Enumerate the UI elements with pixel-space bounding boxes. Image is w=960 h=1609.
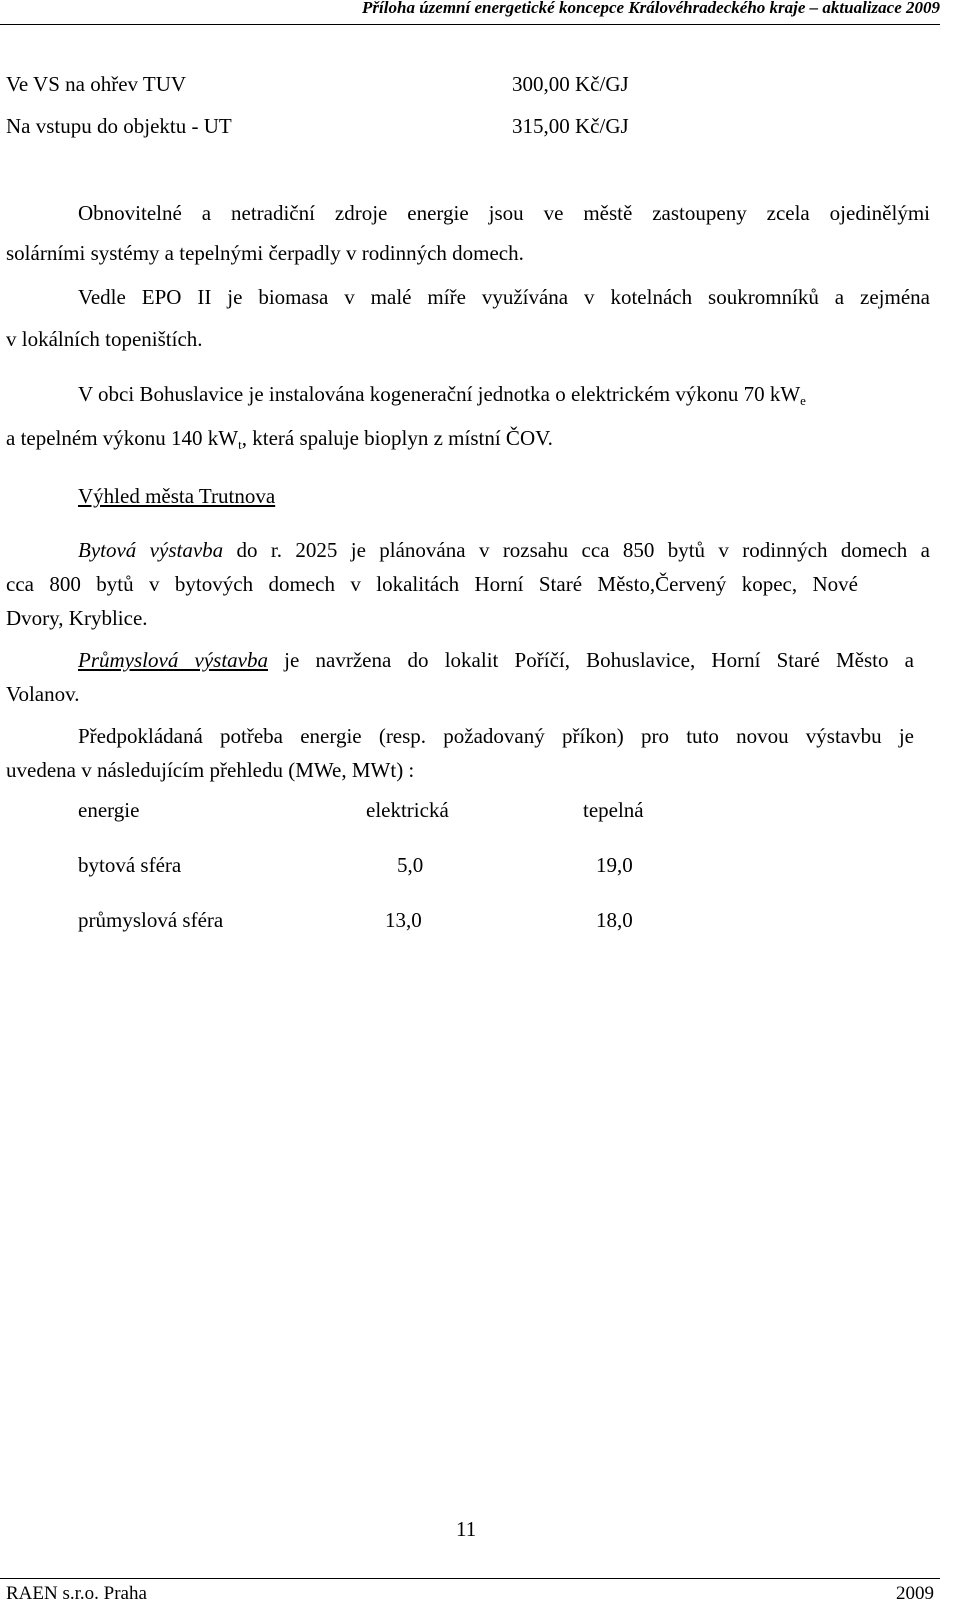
price-value-ut: 315,00 Kč/GJ bbox=[512, 114, 629, 138]
footer-company: RAEN s.r.o. Praha bbox=[6, 1583, 147, 1604]
paragraph-1-line-1: Obnovitelné a netradiční zdroje energie jsou ve městě zastoupeny zcela ojedinělými bbox=[78, 201, 930, 225]
header-title: Příloha územní energetické koncepce Královéhradeckého kraje – aktualizace 2009 bbox=[362, 0, 940, 17]
price-label-ut: Na vstupu do objektu - UT bbox=[6, 114, 232, 138]
page-header bbox=[0, 0, 940, 25]
table-row-2-tepelna: 18,0 bbox=[596, 908, 633, 932]
paragraph-4-line-3: Dvory, Kryblice. bbox=[6, 606, 148, 630]
paragraph-3-line-2 bbox=[6, 424, 553, 452]
paragraph-5-line-2: Volanov. bbox=[6, 682, 80, 706]
paragraph-6-line-2: uvedena v následujícím přehledu (MWe, MWt) : bbox=[6, 758, 415, 782]
paragraph-5-line-1 bbox=[78, 646, 914, 674]
paragraph-5-italic: Průmyslová výstavba bbox=[78, 648, 268, 672]
table-row-1-tepelna: 19,0 bbox=[596, 853, 633, 877]
paragraph-4-line-2: cca 800 bytů v bytových domech v lokalitách Horní Staré Město,Červený kopec, Nové bbox=[6, 572, 858, 596]
table-row-1-elektricka: 5,0 bbox=[397, 853, 424, 877]
paragraph-6-line-1: Předpokládaná potřeba energie (resp. požadovaný příkon) pro tuto novou výstavbu je bbox=[78, 724, 914, 748]
paragraph-2-line-2: v lokálních topeništích. bbox=[6, 327, 203, 351]
price-label-tuv: Ve VS na ohřev TUV bbox=[6, 72, 187, 96]
paragraph-1-line-2: solárními systémy a tepelnými čerpadly v rodinných domech. bbox=[6, 241, 524, 265]
paragraph-5-line-1-rest: je navržena do lokalit Poříčí, Bohuslavice, Horní Staré Město a bbox=[267, 648, 914, 672]
paragraph-4-line-1-rest: do r. 2025 je plánována v rozsahu cca 850 bytů v rodinných domech a bbox=[223, 538, 930, 562]
table-header-energie: energie bbox=[78, 798, 140, 822]
paragraph-3-line-1 bbox=[78, 380, 806, 408]
table-row-2-label: průmyslová sféra bbox=[78, 908, 224, 932]
paragraph-2-line-1: Vedle EPO II je biomasa v malé míře využívána v kotelnách soukromníků a zejména bbox=[78, 285, 930, 309]
price-value-tuv: 300,00 Kč/GJ bbox=[512, 72, 629, 96]
table-row-2-elektricka: 13,0 bbox=[385, 908, 422, 932]
section-title: Výhled města Trutnova bbox=[78, 484, 276, 508]
footer-divider bbox=[0, 1578, 940, 1579]
paragraph-3-line-1-text: V obci Bohuslavice je instalována kogenerační jednotka o elektrickém výkonu 70 kW bbox=[78, 382, 801, 406]
footer-year: 2009 bbox=[896, 1583, 934, 1604]
paragraph-3-line-2-text-b: , která spaluje bioplyn z místní ČOV. bbox=[241, 426, 553, 450]
paragraph-4-line-1 bbox=[78, 536, 930, 564]
table-header-tepelna: tepelná bbox=[583, 798, 644, 822]
subscript-t: t bbox=[238, 437, 242, 452]
table-row-1-label: bytová sféra bbox=[78, 853, 182, 877]
paragraph-3-line-2-text-a: a tepelném výkonu 140 kW bbox=[6, 426, 239, 450]
page-number: 11 bbox=[456, 1517, 477, 1541]
table-header-elektricka: elektrická bbox=[366, 798, 449, 822]
subscript-e: e bbox=[800, 393, 806, 408]
paragraph-4-italic: Bytová výstavba bbox=[78, 538, 224, 562]
